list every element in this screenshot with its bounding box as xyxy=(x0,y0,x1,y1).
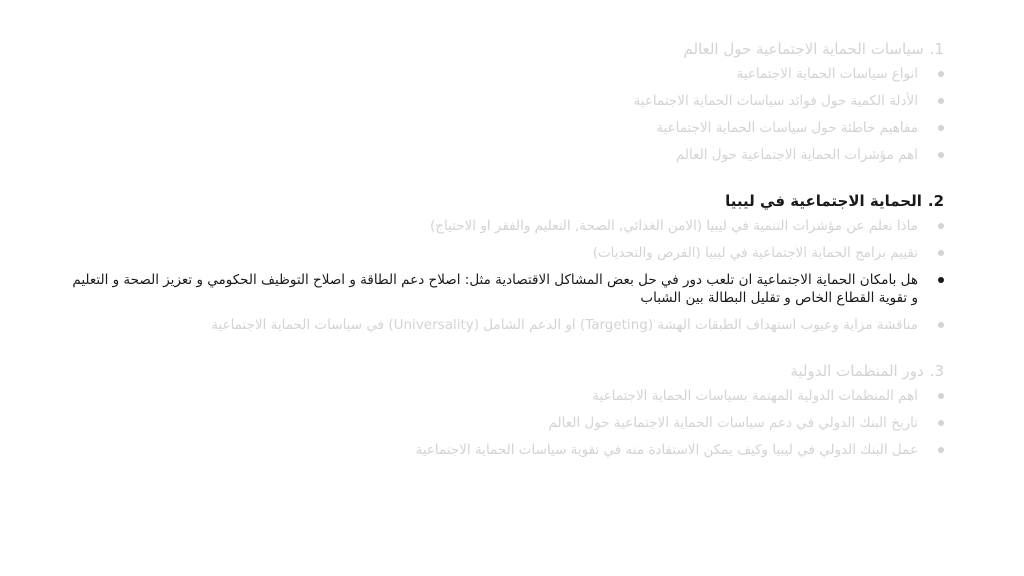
bullet-icon xyxy=(938,250,944,256)
bullet-icon xyxy=(938,420,944,426)
section-3 xyxy=(64,360,944,459)
bullet-icon xyxy=(938,152,944,158)
list-item xyxy=(64,146,944,164)
section-1-items xyxy=(64,65,944,164)
section-3-heading xyxy=(64,360,944,382)
list-item-text: مفاهيم خاطئة حول سياسات الحماية الاجتماعية xyxy=(656,120,918,136)
bullet-icon xyxy=(938,277,944,283)
list-item-text: اهم مؤشرات الحماية الاجتماعية حول العالم xyxy=(675,147,918,163)
bullet-icon xyxy=(938,393,944,399)
section-number: 2. xyxy=(927,192,944,210)
list-item-text: عمل البنك الدولي في ليبيا وكيف يمكن الاستفادة منه في تقوية سياسات الحماية الاجتماعية xyxy=(415,442,918,458)
list-item-highlighted xyxy=(64,271,944,307)
bullet-icon xyxy=(938,125,944,131)
section-title: الحماية الاجتماعية في ليبيا xyxy=(725,192,922,210)
list-item-text: اهم المنظمات الدولية المهتمة بسياسات الحماية الاجتماعية xyxy=(592,388,918,404)
section-number: 3. xyxy=(929,362,944,380)
section-2 xyxy=(64,190,944,334)
list-item-text: انواع سياسات الحماية الاجتماعية xyxy=(736,66,918,82)
section-number: 1. xyxy=(929,40,944,58)
list-item-text: تاريخ البنك الدولي في دعم سياسات الحماية الاجتماعية حول العالم xyxy=(548,415,918,431)
list-item xyxy=(64,441,944,459)
list-item xyxy=(64,414,944,432)
agenda-content xyxy=(64,38,944,485)
bullet-icon xyxy=(938,223,944,229)
list-item-text: تقييم برامج الحماية الاجتماعية في ليبيا (الفرص والتحديات) xyxy=(592,245,918,261)
list-item-text: مناقشة مزاية وعيوب استهداف الطبقات الهشة (Targeting) او الدعم الشامل (Universality) في سياسات الحماية الاجتماعية xyxy=(211,317,918,333)
bullet-icon xyxy=(938,322,944,328)
section-1 xyxy=(64,38,944,164)
section-3-items xyxy=(64,387,944,459)
bullet-icon xyxy=(938,447,944,453)
section-title: دور المنظمات الدولية xyxy=(790,362,924,380)
list-item-text: هل بامكان الحماية الاجتماعية ان تلعب دور في حل بعض المشاكل الاقتصادية مثل: اصلاح دعم الطاقة و اصلاح التوظيف الحكومي و تعزيز الصحة و التعليم و تقوية القطاع الخاص و تقليل البطالة بين الشباب xyxy=(72,272,918,306)
section-1-heading xyxy=(64,38,944,60)
section-title: سياسات الحماية الاجتماعية حول العالم xyxy=(683,40,924,58)
section-2-heading xyxy=(64,190,944,212)
section-2-items xyxy=(64,217,944,334)
bullet-icon xyxy=(938,98,944,104)
list-item xyxy=(64,119,944,137)
list-item xyxy=(64,244,944,262)
list-item xyxy=(64,387,944,405)
bullet-icon xyxy=(938,71,944,77)
list-item-text: ماذا نعلم عن مؤشرات التنمية في ليبيا (الامن الغذائي, الصحة, التعليم والفقر او الاحتياج) xyxy=(430,218,918,234)
list-item xyxy=(64,65,944,83)
list-item xyxy=(64,316,944,334)
list-item xyxy=(64,217,944,235)
list-item-text: الأدلة الكمية حول فوائد سياسات الحماية الاجتماعية xyxy=(633,93,918,109)
list-item xyxy=(64,92,944,110)
